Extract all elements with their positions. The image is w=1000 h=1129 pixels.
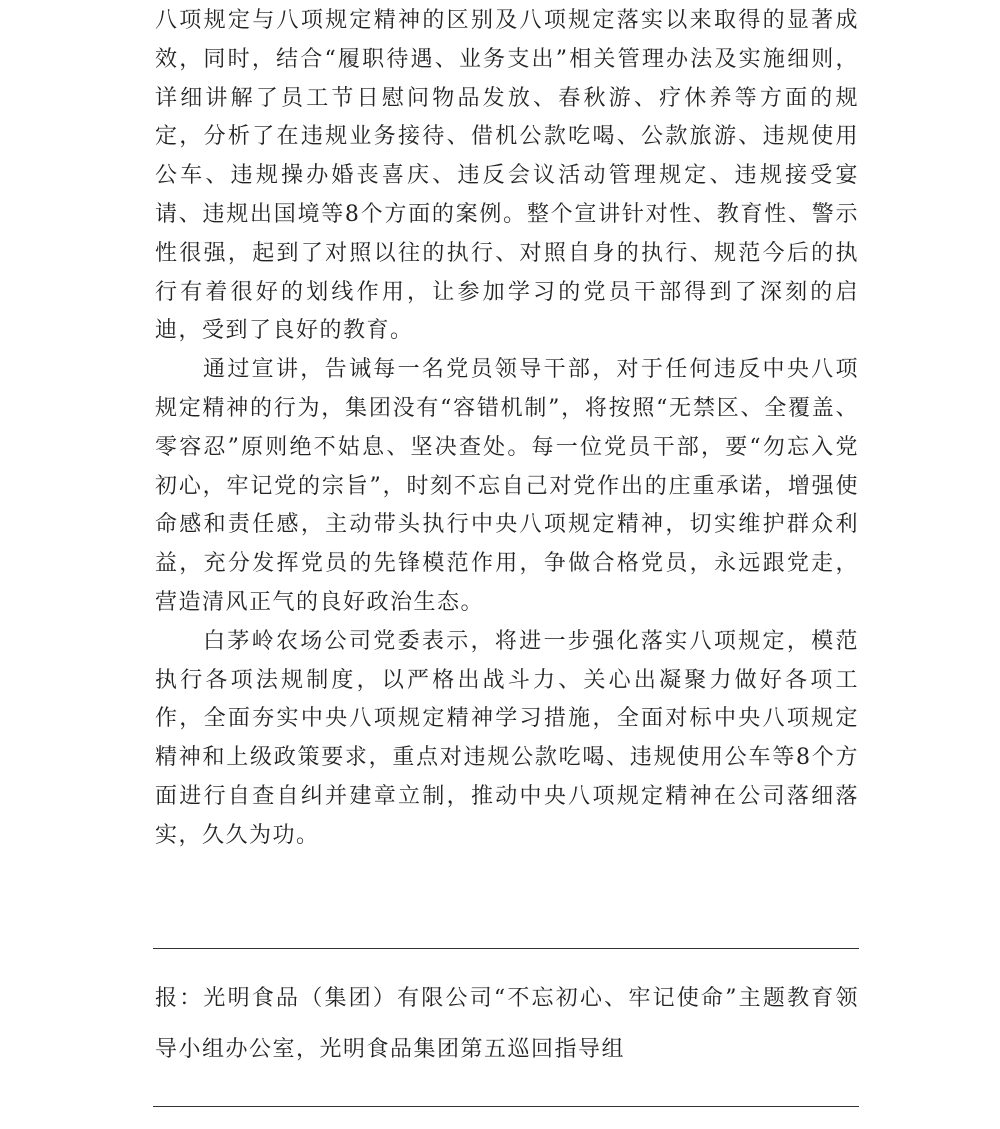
report-recipients: 报：光明食品（集团）有限公司“不忘初心、牢记使命”主题教育领导小组办公室，光明食品集团第五巡回指导组 [155, 986, 859, 1062]
paragraph-continuation: 八项规定与八项规定精神的区别及八项规定落实以来取得的显著成效，同时，结合“履职待遇、业务支出”相关管理办法及实施细则，详细讲解了员工节日慰问物品发放、春秋游、疗休养等方面的规定，分析了在违规业务接待、借机公款吃喝、公款旅游、违规使用公车、违规操办婚丧喜庆、违反会议活动管理规定、违规接受宴请、违规出国境等8个方面的案例。整个宣讲针对性、教育性、警示性很强，起到了对照以往的执行、对照自身的执行、规范今后的执行有着很好的划线作用，让参加学习的党员干部得到了深刻的启迪，受到了良好的教育。 [155, 8, 859, 344]
document-body [155, 0, 859, 856]
paragraph-warning: 通过宣讲，告诫每一名党员领导干部，对于任何违反中央八项规定精神的行为，集团没有“容错机制”，将按照“无禁区、全覆盖、零容忍”原则绝不姑息、坚决查处。每一位党员干部，要“勿忘入党初心，牢记党的宗旨”，时刻不忘自己对党作出的庄重承诺，增强使命感和责任感，主动带头执行中央八项规定精神，切实维护群众利益，充分发挥党员的先锋模范作用，争做合格党员，永远跟党走，营造清风正气的良好政治生态。 [155, 357, 859, 615]
divider-bottom [153, 1106, 859, 1107]
paragraph-committee-statement: 白茅岭农场公司党委表示，将进一步强化落实八项规定，模范执行各项法规制度，以严格出战斗力、关心出凝聚力做好各项工作，全面夯实中央八项规定精神学习措施，全面对标中央八项规定精神和上级政策要求，重点对违规公款吃喝、违规使用公车等8个方面进行自查自纠并建章立制，推动中央八项规定精神在公司落细落实，久久为功。 [155, 628, 859, 848]
divider-top [153, 948, 859, 949]
